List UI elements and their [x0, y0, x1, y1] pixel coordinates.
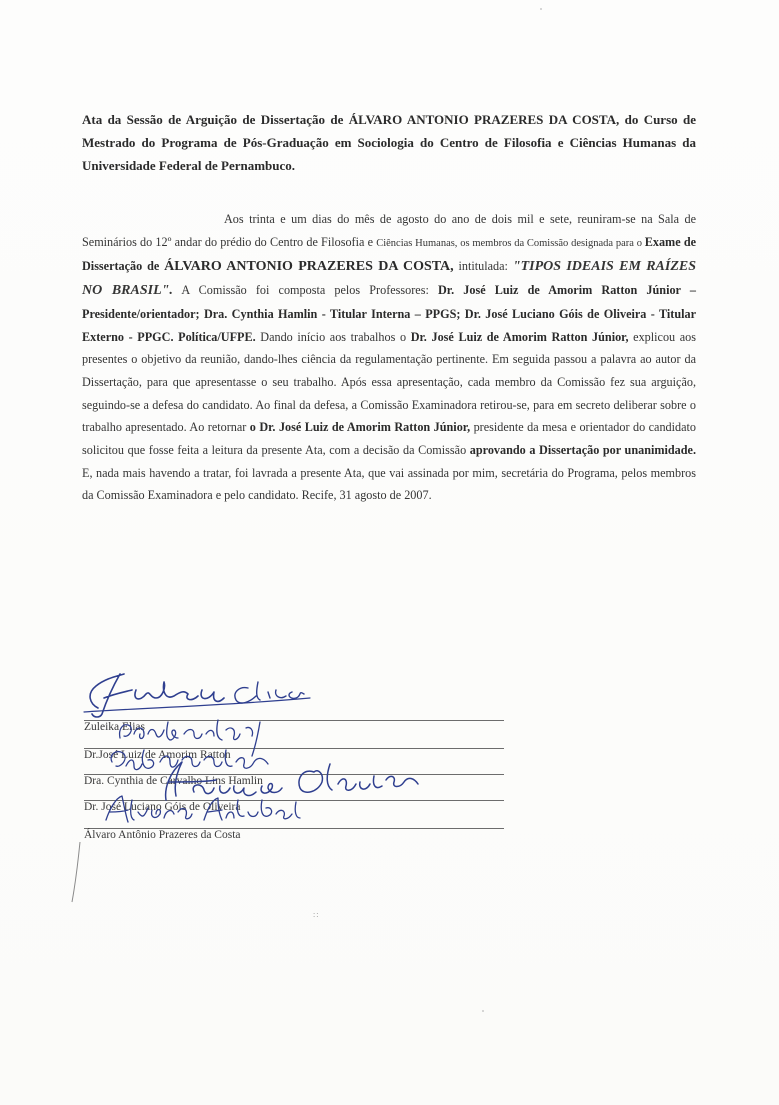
- body-segment-7: A Comissão foi composta pelos Professores:: [172, 283, 438, 298]
- approval-statement: aprovando a Dissertação por unanimidade.: [469, 443, 696, 458]
- body-segment-15: E, nada mais havendo a tratar, foi lavrada a presente Ata, que vai assinada por mim, secretária do Programa, pelos membros da Comissão Examinadora e pelo candidato. Recife, 31 agosto de 2007.: [82, 465, 696, 503]
- president-name-2: o Dr. José Luiz de Amorim Ratton Júnior,: [249, 420, 471, 435]
- paper-speck: [482, 1010, 484, 1012]
- committee-list: Dr. José Luiz de Amorim Ratton Júnior – Presidente/orientador; Dra. Cynthia Hamlin - Titular Interna – PPGS; Dr. José Luciano Góis de Oliveira - Titular Externo - PPGC. Política/UFPE.: [82, 283, 696, 344]
- signature-name: Dr. José Luciano Góis de Oliveira: [84, 801, 241, 813]
- signature-name: Zuleika Elias: [84, 721, 145, 733]
- exam-label: Exame de Dissertação de: [82, 234, 697, 274]
- signature-name: Álvaro Antônio Prazeres da Costa: [84, 829, 241, 841]
- body-segment-13: presidente da mesa e orientador do candidato solicitou que fosse feita a leitura da presente Ata, com a decisão da Comissão: [82, 420, 696, 458]
- candidate-name: ÁLVARO ANTONIO PRAZERES DA COSTA,: [164, 259, 454, 275]
- paper-speck: [540, 8, 542, 10]
- president-name-1: Dr. José Luiz de Amorim Ratton Júnior,: [410, 329, 629, 344]
- body-segment-5: intitulada:: [453, 259, 513, 274]
- body-segment-2: Ciências Humanas, os membros da Comissão designada para o: [376, 237, 645, 249]
- heading-text: Ata da Sessão de Arguição de Dissertação de ÁLVARO ANTONIO PRAZERES DA COSTA, do Curso de Mestrado do Programa de Pós-Graduação em Sociologia do Centro de Filosofia e Ciências Humanas da Universidade Federal de Pernambuco.: [82, 112, 696, 173]
- body-segment-11: explicou aos presentes o objetivo da reunião, dando-lhes ciência da regulamentação pertinente. Em seguida passou a palavra ao autor da Dissertação, para que apresentasse o seu trabalho. Após essa apresentação, cada membro da Comissão fez sua arguição, seguindo-se a defesa do candidato. Ao final da defesa, a Comissão Examinadora retirou-se, para em secreto deliberar sobre o trabalho apresentado. Ao retornar: [82, 329, 697, 435]
- dissertation-title: "TIPOS IDEAIS EM RAÍZES NO BRASIL".: [82, 259, 697, 299]
- body-segment-9: Dando início aos trabalhos o: [255, 329, 411, 344]
- body-segment-1: Aos trinta e um dias do mês de agosto do ano de dois mil e sete, reuniram-se na Sala de Seminários do 12º andar do prédio do Centro de Filosofia e: [82, 212, 696, 249]
- signature-name: Dra. Cynthia de Carvalho Lins Hamlin: [84, 775, 263, 787]
- signature-name: Dr.José Luiz de Amorim Ratton: [84, 749, 231, 761]
- footer-mark: ::: [313, 910, 320, 919]
